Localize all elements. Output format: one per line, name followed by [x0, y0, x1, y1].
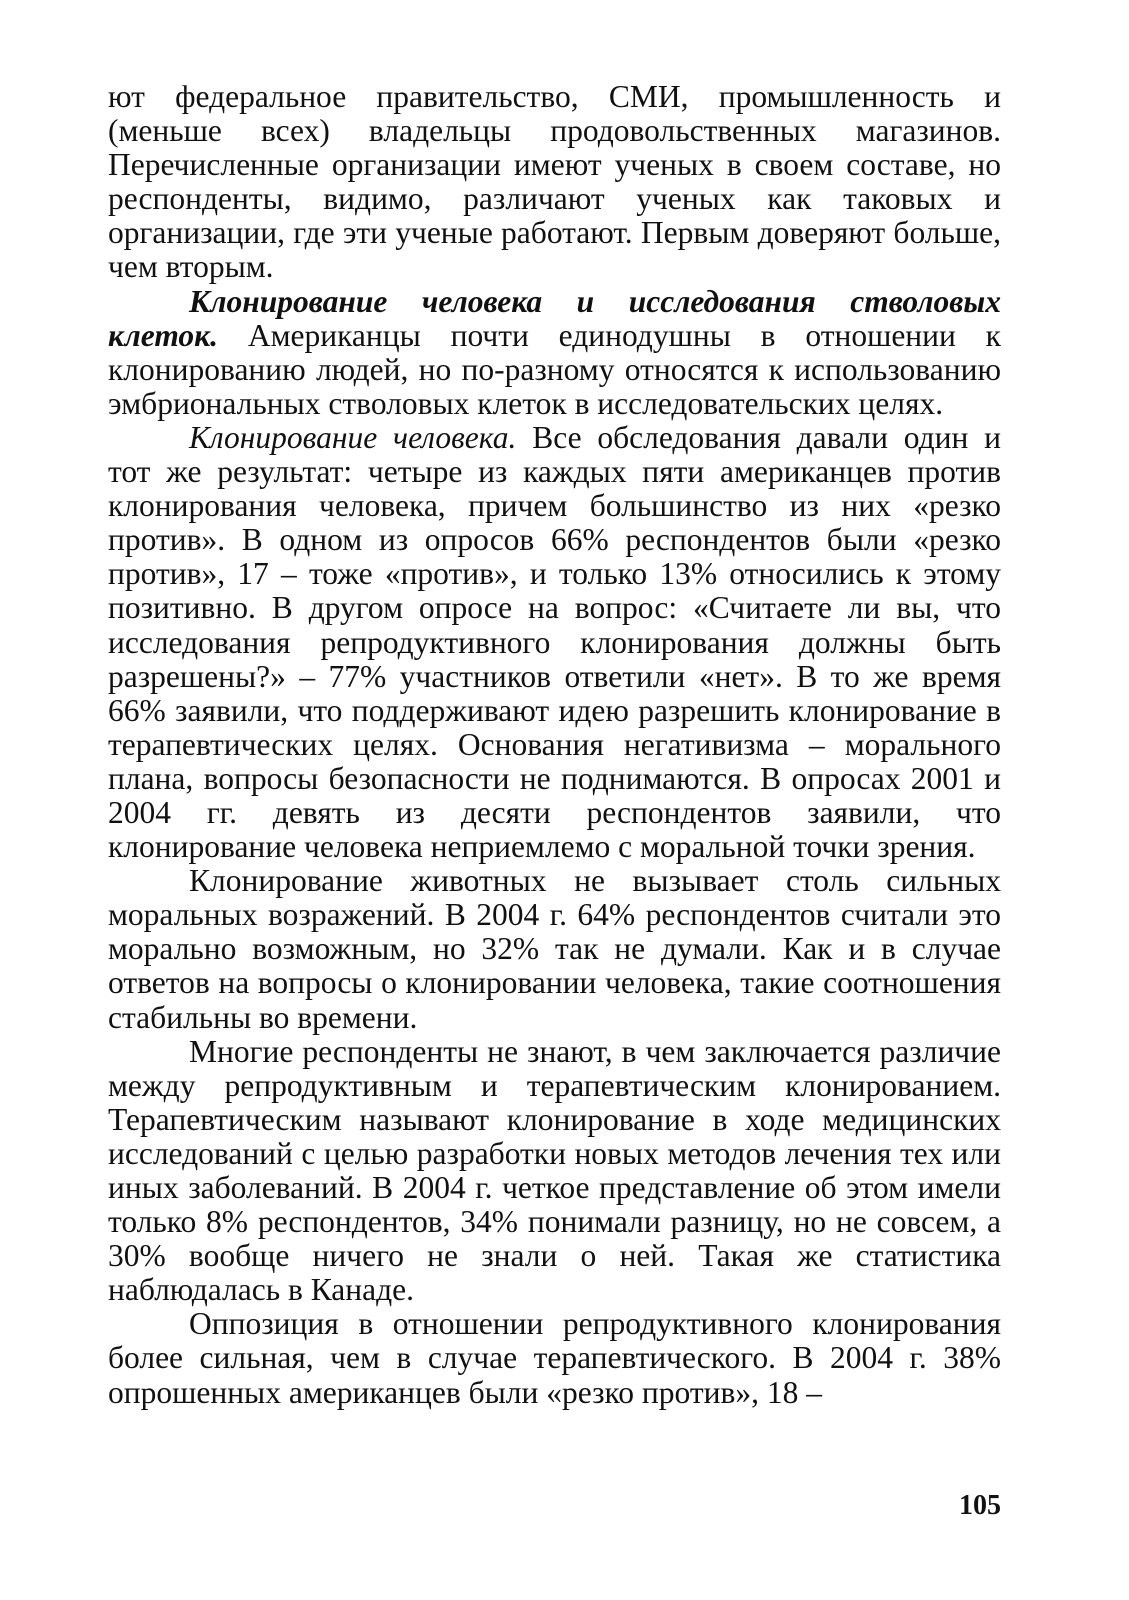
page-number: 105	[959, 1490, 1001, 1521]
paragraph-1: ют федеральное правительство, СМИ, промышленность и (меньше всех) владельцы продовольственных магазинов. Перечисленные организации имеют ученых в своем составе, но респонденты, видимо, различают ученых как таковых и организации, где эти ученые работают. Первым доверяют больше, чем вторым.	[108, 79, 1001, 285]
paragraph-2	[108, 285, 1001, 421]
paragraph-3	[108, 421, 1001, 864]
subheading-human-cloning: Клонирование человека.	[189, 419, 517, 455]
section-heading-cloning-stem-cells: Клонирование человека и исследования стволовых клеток.	[108, 283, 1001, 353]
page-body	[108, 80, 1001, 1410]
paragraph-6: Оппозиция в отношении репродуктивного клонирования более сильная, чем в случае терапевтического. В 2004 г. 38% опрошенных американцев были «резко против», 18 –	[108, 1306, 1001, 1410]
paragraph-2-text: Американцы почти единодушны в отношении к клонированию людей, но по-разному относятся к использованию эмбриональных стволовых клеток в исследовательских целях.	[108, 317, 1001, 421]
paragraph-5: Многие респонденты не знают, в чем заключается различие между репродуктивным и терапевтическим клонированием. Терапевтическим называют клонирование в ходе медицинских исследований с целью разработки новых методов лечения тех или иных заболеваний. В 2004 г. четкое представление об этом имели только 8% респондентов, 34% понимали разницу, но не совсем, а 30% вообще ничего не знали о ней. Такая же статистика наблюдалась в Канаде.	[108, 1033, 1001, 1308]
paragraph-3-text: Все обследования давали один и тот же результат: четыре из каждых пяти американцев против клонирования человека, причем большинство из них «резко против». В одном из опросов 66% респондентов были «резко против», 17 – тоже «против», и только 13% относились к этому позитивно. В другом опросе на вопрос: «Считаете ли вы, что исследования репродуктивного клонирования должны быть разрешены?» – 77% участников ответили «нет». В то же время 66% заявили, что поддерживают идею разрешить клонирование в терапевтических целях. Основания негативизма – морального плана, вопросы безопасности не поднимаются. В опросах 2001 и 2004 гг. девять из десяти респондентов заявили, что клонирование человека неприемлемо с моральной точки зрения.	[108, 419, 1001, 865]
paragraph-4: Клонирование животных не вызывает столь сильных моральных возражений. В 2004 г. 64% респондентов считали это морально возможным, но 32% так не думали. Как и в случае ответов на вопросы о клонировании человека, такие соотношения стабильны во времени.	[108, 863, 1001, 1035]
